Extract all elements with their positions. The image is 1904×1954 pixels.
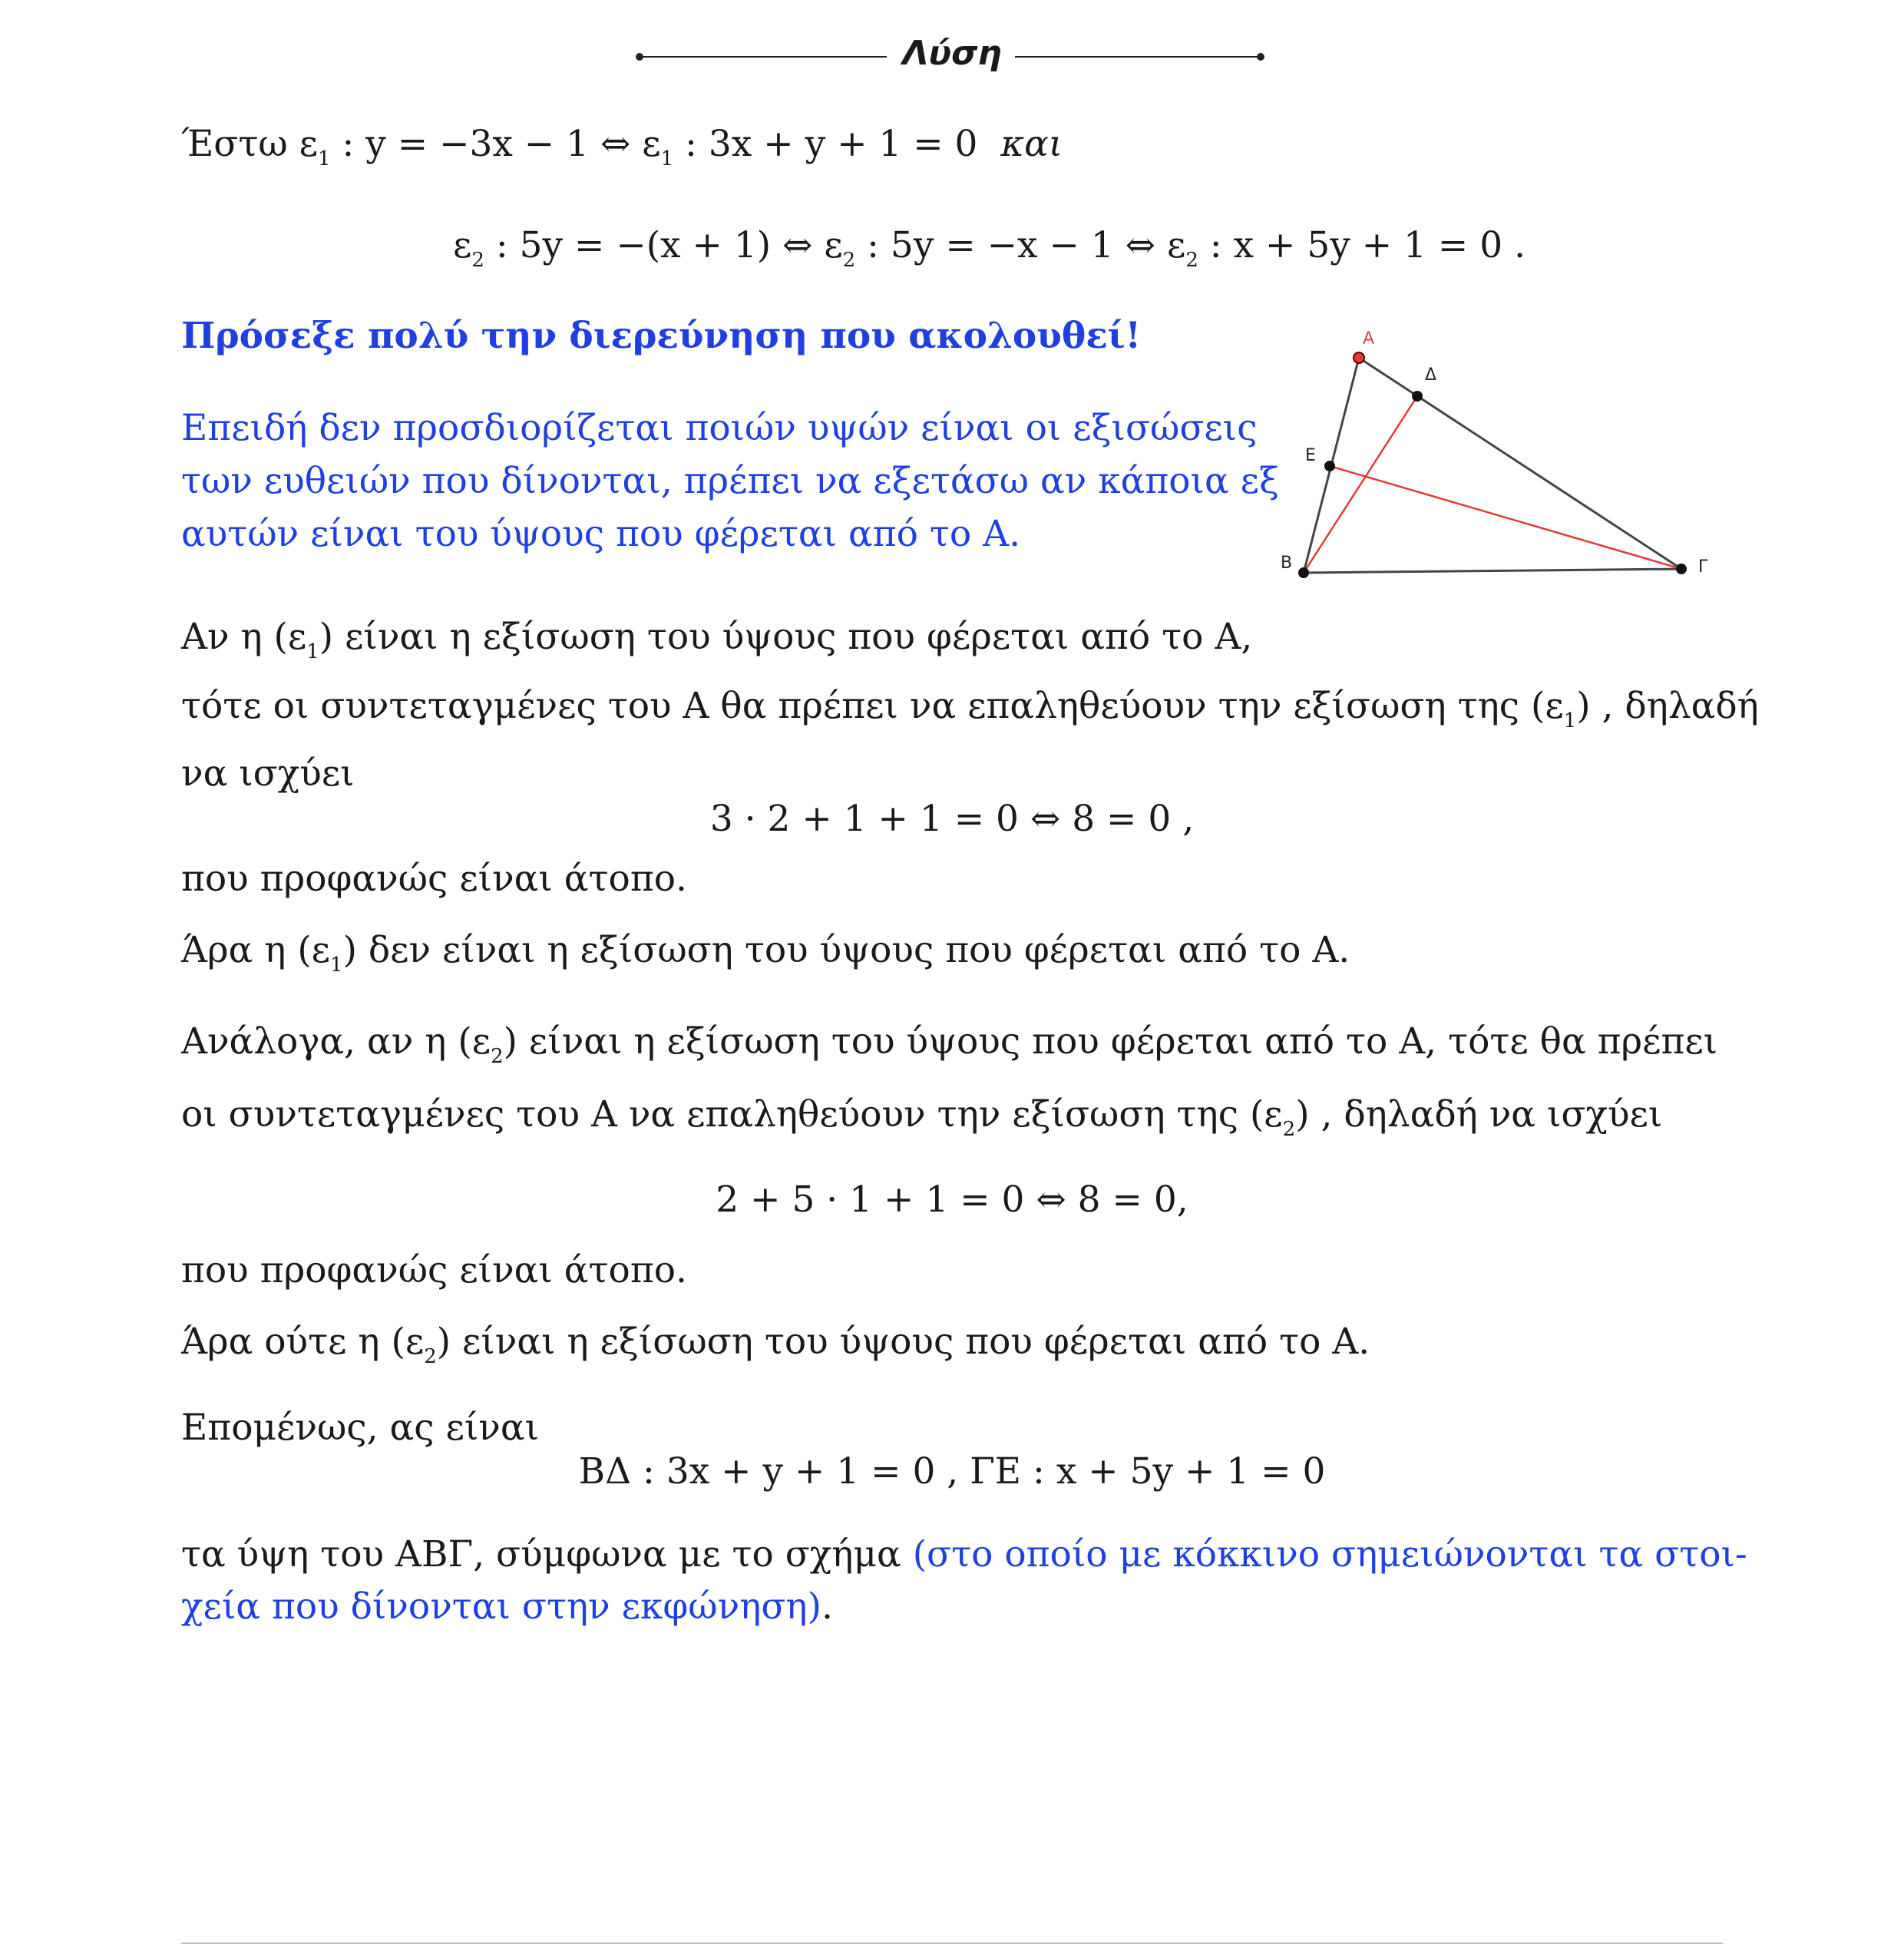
explanation-line-2: των ευθειών που δίνονται, πρέπει να εξετάσω αν κάποια εξ — [181, 460, 1279, 502]
header-left-rule — [640, 56, 887, 58]
case1-line-3: να ισχύει — [181, 752, 355, 795]
label-d: Δ — [1425, 365, 1437, 385]
case1-formula: 3 · 2 + 1 + 1 = 0 ⇔ 8 = 0 , — [709, 798, 1195, 840]
point-g — [1676, 564, 1687, 574]
label-b: Β — [1281, 554, 1293, 573]
conclusion-line-1: Επομένως, ας είναι — [181, 1407, 540, 1449]
point-b — [1298, 567, 1309, 578]
case1-line-1: Αν η $(\varepsilon_1)$ είναι η εξίσωση του ύψους που φέρεται από το Α, — [181, 616, 1253, 663]
header-title: Λύση — [902, 34, 1002, 73]
conclusion-line-3: χεία που δίνονται στην εκφώνηση). — [181, 1585, 833, 1628]
case2-line-3: που προφανώς είναι άτοπο. — [181, 1249, 687, 1291]
conclusion-formula: ΒΔ : 3x + y + 1 = 0 , ΓΕ : x + 5y + 1 = 0 — [578, 1450, 1326, 1493]
intro-equation-1: Έστω $\varepsilon_1$ : y = −3x − 1 ⇔ $\varepsilon_1$ : 3x + y + 1 = 0 και — [181, 123, 1063, 170]
triangle-figure — [1259, 319, 1735, 580]
case2-line-1: Ανάλογα, αν η $(\varepsilon_2)$ είναι η εξίσωση του ύψους που φέρεται από το Α, τότε θα πρέπει — [181, 1020, 1718, 1068]
side-ag — [1359, 358, 1681, 569]
side-bg — [1304, 569, 1681, 573]
case1-line-2: τότε οι συντεταγμένες του Α θα πρέπει να επαληθεύουν την εξίσωση της $(\varepsilon_1)$ , δηλαδή — [181, 685, 1759, 732]
label-g: Γ — [1698, 557, 1708, 577]
label-e: Ε — [1305, 446, 1316, 465]
label-a: Α — [1363, 329, 1375, 349]
conclusion-line-2: τα ύψη του ΑΒΓ, σύμφωνα με το σχήμα (στο οποίο με κόκκινο σημειώνονται τα στοι- — [181, 1533, 1747, 1575]
point-e — [1324, 461, 1335, 471]
altitude-bd — [1304, 396, 1417, 573]
case2-line-4: Άρα ούτε η $(\varepsilon_2)$ είναι η εξίσωση του ύψους που φέρεται από το Α. — [181, 1321, 1370, 1368]
explanation-line-1: Επειδή δεν προσδιορίζεται ποιών υψών είναι οι εξισώσεις — [181, 407, 1258, 449]
point-a — [1354, 352, 1364, 363]
case1-line-5: Άρα η $(\varepsilon_1)$ δεν είναι η εξίσωση του ύψους που φέρεται από το Α. — [181, 929, 1350, 977]
point-d — [1412, 391, 1423, 402]
notice-title: Πρόσεξε πολύ την διερεύνηση που ακολουθεί! — [181, 315, 1142, 357]
footer-rule — [181, 1942, 1723, 1944]
altitude-ge — [1330, 466, 1681, 569]
case2-formula: 2 + 5 · 1 + 1 = 0 ⇔ 8 = 0, — [716, 1179, 1188, 1221]
case2-line-2: οι συντεταγμένες του Α να επαληθεύουν την εξίσωση της $(\varepsilon_2)$ , δηλαδή να ισχύει — [181, 1093, 1663, 1141]
header-right-dot — [1257, 53, 1264, 61]
case1-line-4: που προφανώς είναι άτοπο. — [181, 858, 687, 900]
intro-equation-2: $\varepsilon_2$ : 5y = −(x + 1) ⇔ $\varepsilon_2$ : 5y = −x − 1 ⇔ $\varepsilon_2$ : x + 5y + 1 = 0 . — [453, 224, 1526, 272]
explanation-line-3: αυτών είναι του ύψους που φέρεται από το Α. — [181, 513, 1021, 555]
header-right-rule — [1015, 56, 1261, 58]
